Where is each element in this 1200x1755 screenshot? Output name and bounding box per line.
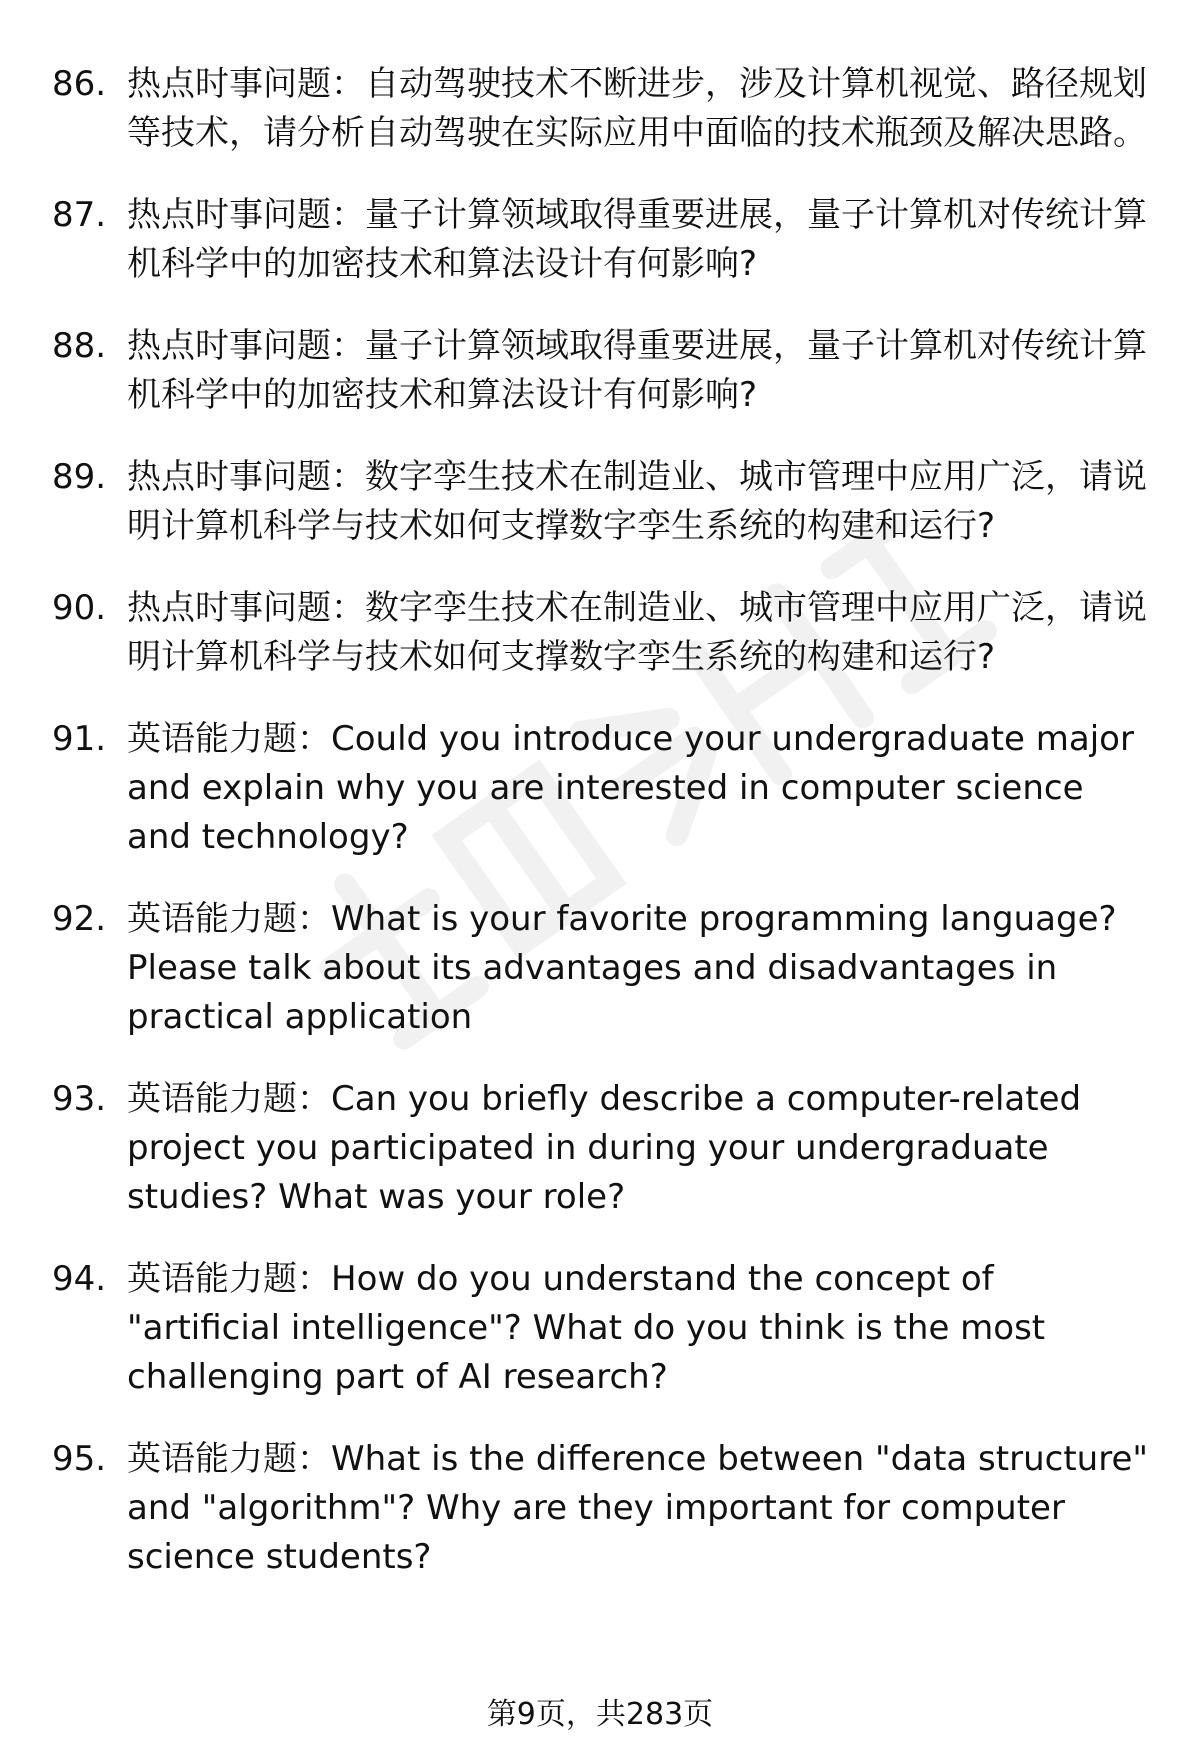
question-number: 95. (52, 1439, 107, 1479)
question-text: 热点时事问题：数字孪生技术在制造业、城市管理中应用广泛，请说明计算机科学与技术如何支撑数字孪生系统的构建和运行? (127, 457, 1147, 546)
question-number: 89. (52, 457, 107, 497)
question-number: 88. (52, 326, 107, 366)
question-text: 热点时事问题：量子计算领域取得重要进展，量子计算机对传统计算机科学中的加密技术和算法设计有何影响? (127, 195, 1147, 284)
question-number: 87. (52, 195, 107, 235)
question-item (52, 322, 1162, 420)
question-text: 英语能力题：How do you understand the concept of "artificial intelligence"? What do you think is the most challenging part of AI research? (127, 1259, 1046, 1397)
question-item (52, 191, 1162, 289)
question-item (52, 1435, 1162, 1582)
question-text: 英语能力题：What is your favorite programming language? Please talk about its advantages and disadvantages in practical application (127, 899, 1117, 1037)
question-text: 英语能力题：Can you briefly describe a computer-related project you participated in during your undergraduate studies? What was your role? (127, 1079, 1082, 1217)
question-text: 热点时事问题：自动驾驶技术不断进步，涉及计算机视觉、路径规划等技术，请分析自动驾驶在实际应用中面临的技术瓶颈及解决思路。 (127, 64, 1147, 153)
question-text: 热点时事问题：数字孪生技术在制造业、城市管理中应用广泛，请说明计算机科学与技术如何支撑数字孪生系统的构建和运行? (127, 588, 1147, 677)
question-item (52, 1075, 1162, 1222)
question-text: 英语能力题：What is the difference between "data structure" and "algorithm"? Why are they important for computer science students? (127, 1439, 1148, 1577)
page-footer: 第9页，共283页 (486, 1697, 714, 1732)
question-number: 94. (52, 1259, 107, 1299)
question-text: 热点时事问题：量子计算领域取得重要进展，量子计算机对传统计算机科学中的加密技术和算法设计有何影响? (127, 326, 1147, 415)
question-item (52, 60, 1162, 158)
question-item (52, 715, 1162, 862)
question-number: 86. (52, 64, 107, 104)
question-number: 90. (52, 588, 107, 628)
question-item (52, 453, 1162, 551)
question-item (52, 895, 1162, 1042)
question-list (52, 60, 1162, 1615)
question-number: 92. (52, 899, 107, 939)
question-number: 91. (52, 719, 107, 759)
question-text: 英语能力题：Could you introduce your undergraduate major and explain why you are interested in computer science and technology? (127, 719, 1134, 857)
question-number: 93. (52, 1079, 107, 1119)
question-item (52, 584, 1162, 682)
question-item (52, 1255, 1162, 1402)
